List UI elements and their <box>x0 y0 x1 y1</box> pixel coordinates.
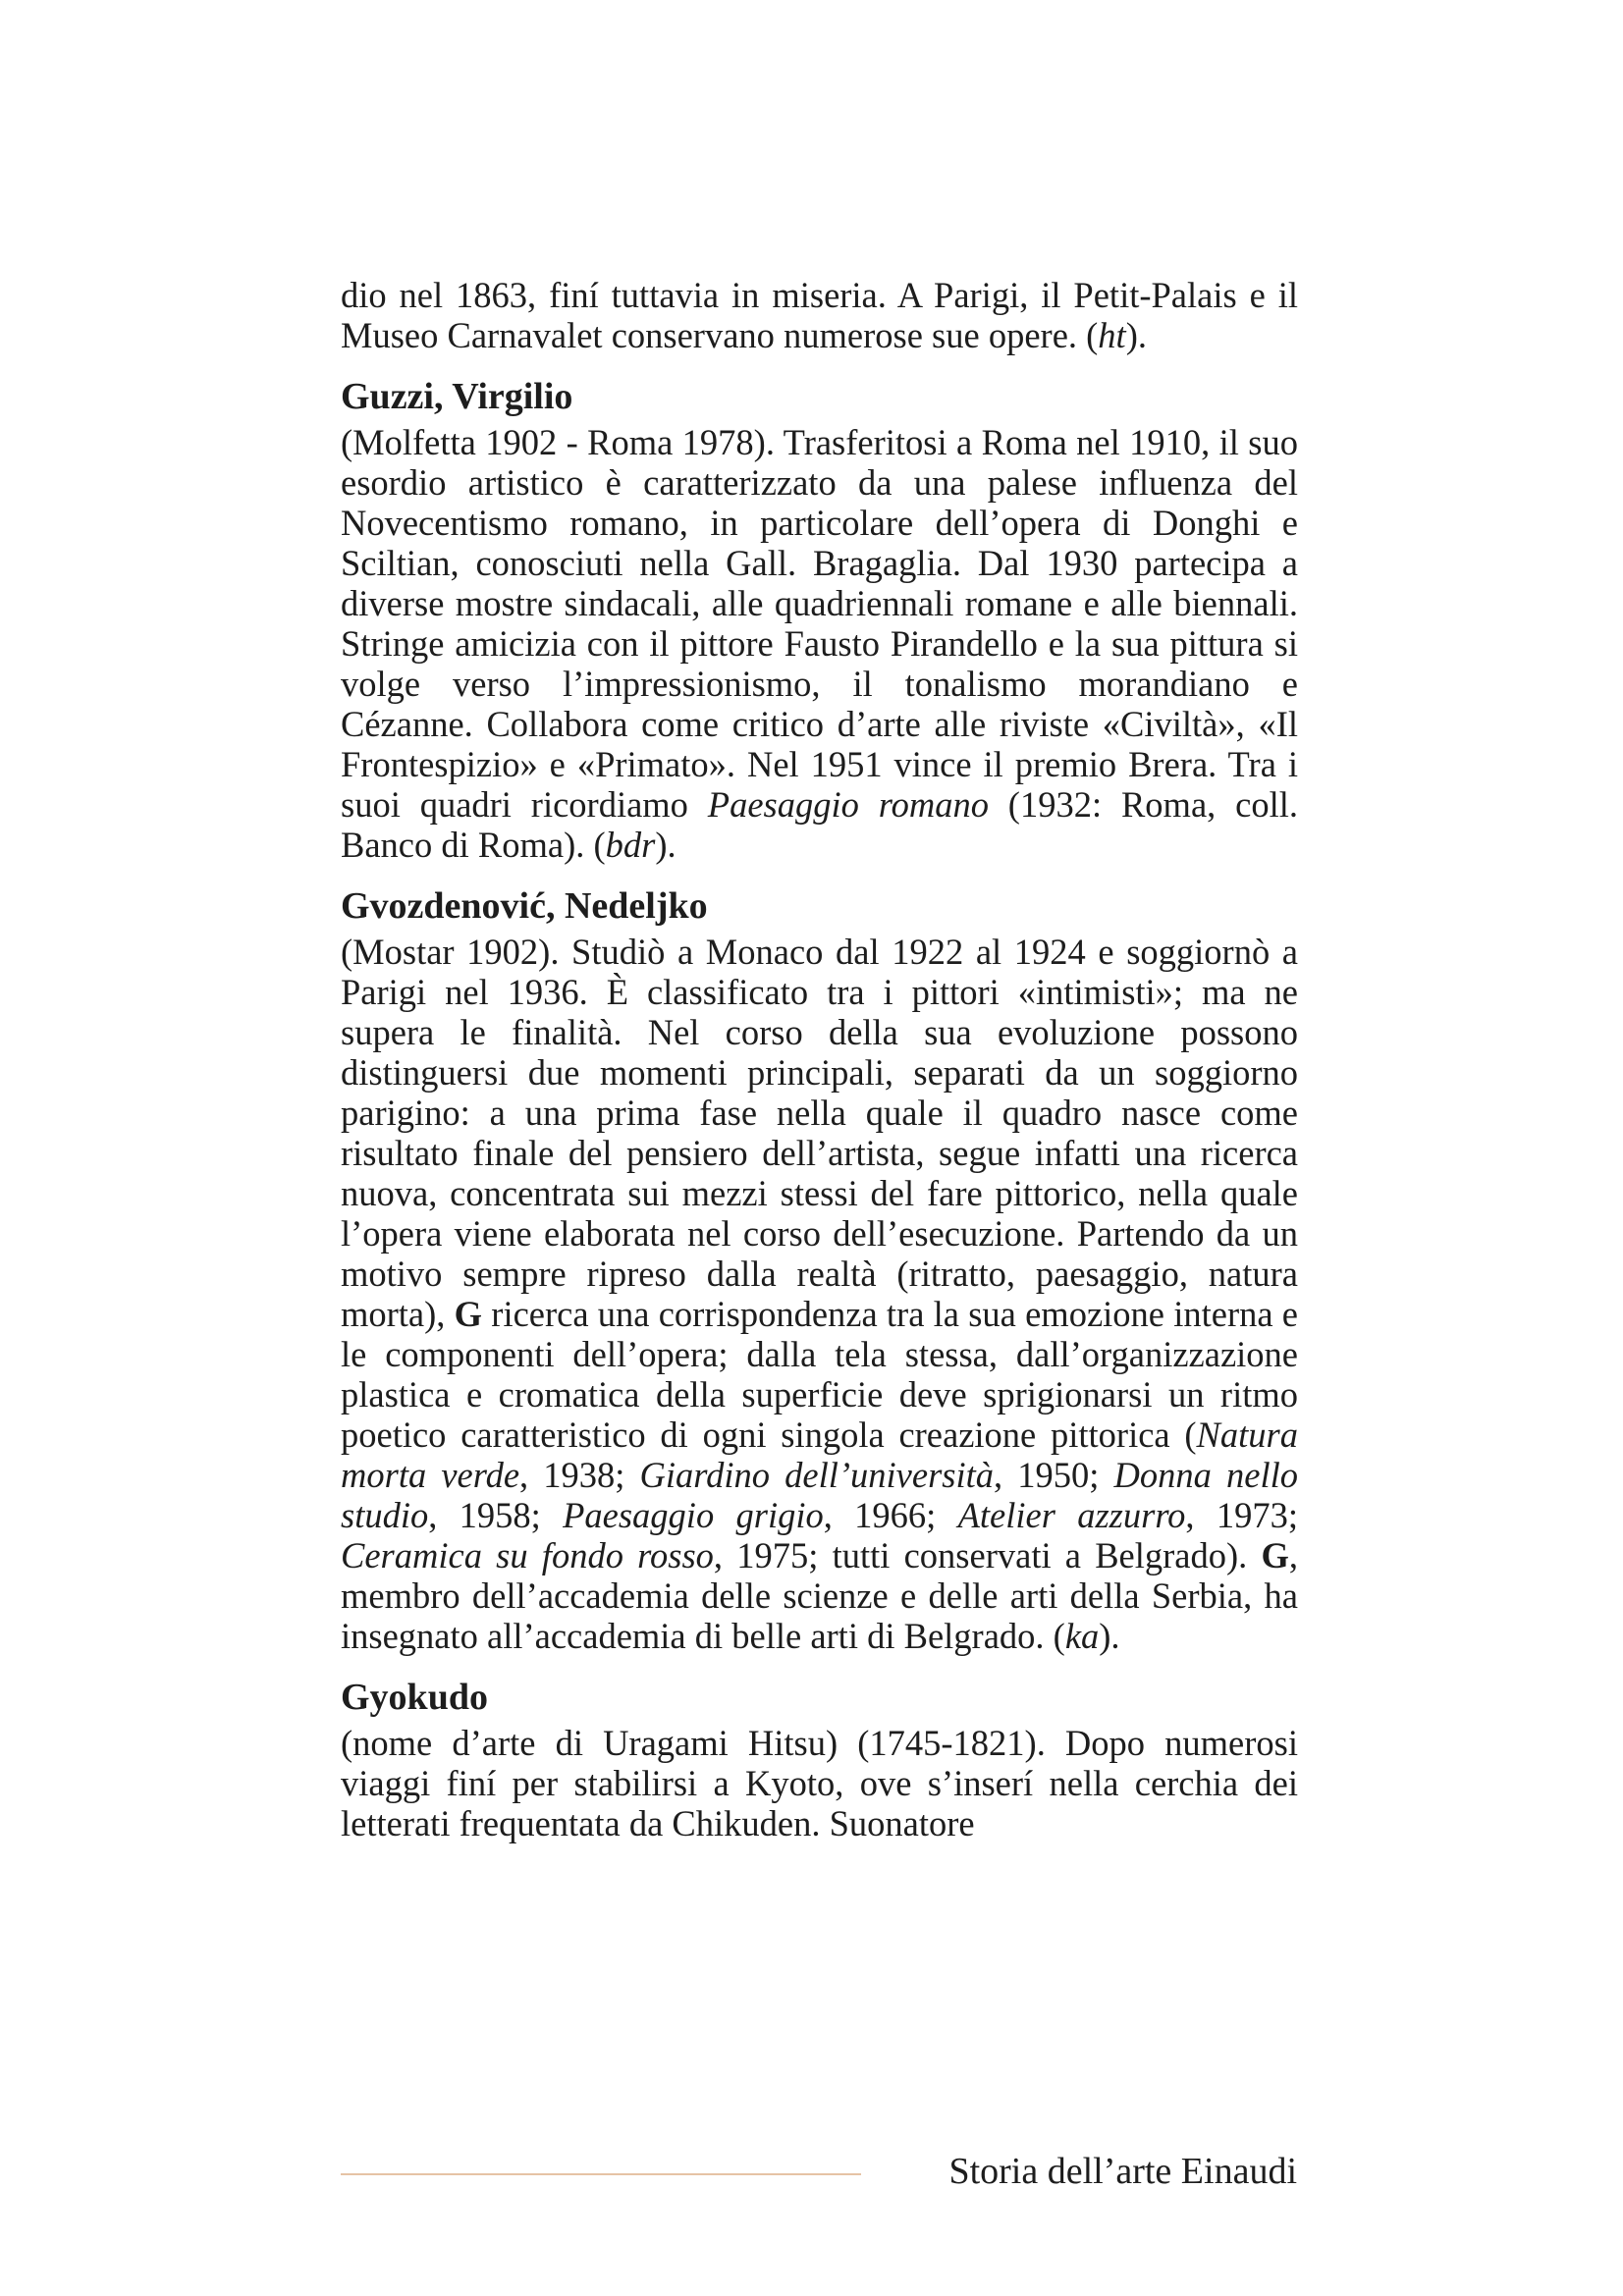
entry-body: (nome d’arte di Uragami Hitsu) (1745-1821). Dopo numerosi viaggi finí per stabilirsi a Kyoto, ove s’inserí nella cerchia dei letterati frequentata da Chikuden. Suonatore <box>341 1723 1298 1843</box>
footer-title: Storia dell’arte Einaudi <box>948 2151 1297 2192</box>
entry-heading: Guzzi, Virgilio <box>341 376 573 417</box>
entry-body: (Molfetta 1902 - Roma 1978). Trasferitosi a Roma nel 1910, il suo esordio artistico è caratterizzato da una palese influenza del Novecentismo romano, in particolare dell’opera di Donghi e Sciltian, conosciuti nella Gall. Bragaglia. Dal 1930 partecipa a diverse mostre sindacali, alle quadriennali romane e alle biennali. Stringe amicizia con il pittore Fausto Pirandello e la sua pittura si volge verso l’impressionismo, il tonalismo morandiano e Cézanne. Collabora come critico d’arte alle riviste «Civiltà», «Il Frontespizio» e «Primato». Nel 1951 vince il premio Brera. Tra i suoi quadri ricordiamo Paesaggio romano (1932: Roma, coll. Banco di Roma). (bdr). <box>341 422 1298 865</box>
entry-guzzi-virgilio <box>341 375 1298 865</box>
continuation-paragraph: dio nel 1863, finí tuttavia in miseria. A Parigi, il Petit-Palais e il Museo Carnavalet conservano numerose sue opere. (ht). <box>341 275 1298 355</box>
entry-body: (Mostar 1902). Studiò a Monaco dal 1922 al 1924 e soggiornò a Parigi nel 1936. È classificato tra i pittori «intimisti»; ma ne supera le finalità. Nel corso della sua evoluzione possono distinguersi due momenti principali, separati da un soggiorno parigino: a una prima fase nella quale il quadro nasce come risultato finale del pensiero dell’artista, segue infatti una ricerca nuova, concentrata sui mezzi stessi del fare pittorico, nella quale l’opera viene elaborata nel corso dell’esecuzione. Partendo da un motivo sempre ripreso dalla realtà (ritratto, paesaggio, natura morta), G ricerca una corrispondenza tra la sua emozione interna e le componenti dell’opera; dalla tela stessa, dall’organizzazione plastica e cromatica della superficie deve sprigionarsi un ritmo poetico caratteristico di ogni singola creazione pittorica (Natura morta verde, 1938; Giardino dell’università, 1950; Donna nello studio, 1958; Paesaggio grigio, 1966; Atelier azzurro, 1973; Ceramica su fondo rosso, 1975; tutti conservati a Belgrado). G, membro dell’accademia delle scienze e delle arti della Serbia, ha insegnato all’accademia di belle arti di Belgrado. (ka). <box>341 932 1299 1656</box>
entry-gyokudo <box>341 1676 1298 1843</box>
entry-heading: Gyokudo <box>341 1677 488 1718</box>
page-body <box>341 275 1298 1843</box>
footer-rule <box>341 2173 861 2175</box>
entry-gvozdenovic-nedeljko <box>341 884 1298 1656</box>
entry-heading: Gvozdenović, Nedeljko <box>341 885 708 927</box>
